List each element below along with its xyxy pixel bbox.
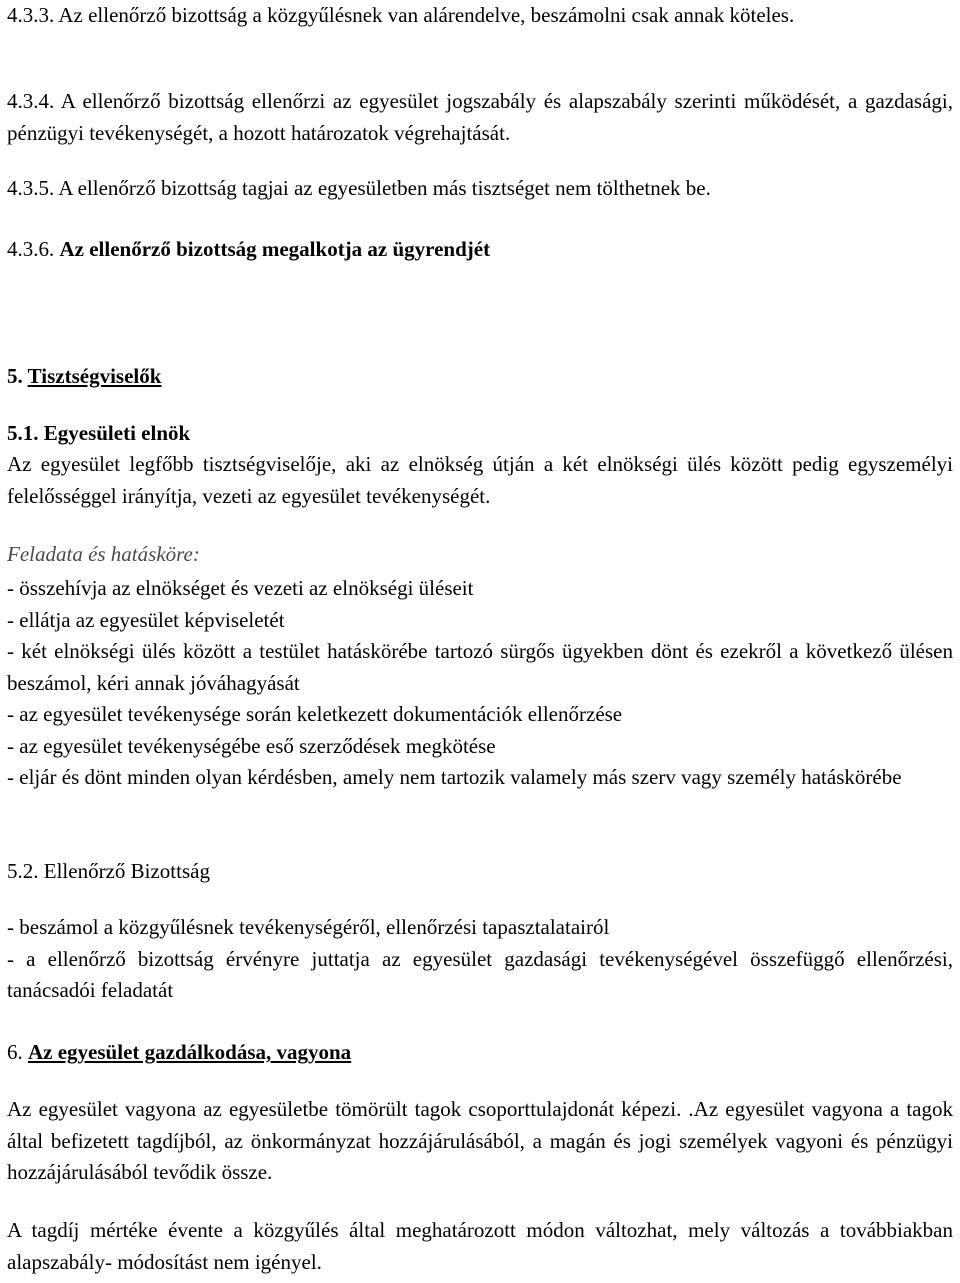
section-text: A ellenőrző bizottság tagjai az egyesületben más tisztséget nem tölthetnek be.: [58, 176, 711, 200]
subheading-title: Egyesületi elnök: [43, 421, 191, 445]
list-item: - az egyesület tevékenységébe eső szerződések megkötése: [7, 733, 496, 758]
duties-label: Feladata és hatásköre:: [7, 542, 200, 566]
duties-list: [7, 573, 953, 794]
section-text: A ellenőrző bizottság ellenőrzi az egyesület jogszabály és alapszabály szerinti működését, a gazdasági, pénzügyi tevékenységét, a hozott határozatok végrehajtását.: [7, 89, 954, 145]
president-description: Az egyesület legfőbb tisztségviselője, aki az elnökség útján a két elnökségi ülés között pedig egyszemélyi felelősséggel irányítja, vezeti az egyesület tevékenységét.: [7, 452, 953, 508]
subheading-5-2: 5.2. Ellenőrző Bizottság: [7, 859, 210, 883]
section-text: Az ellenőrző bizottság a közgyűlésnek van alárendelve, beszámolni csak annak köteles.: [58, 3, 795, 27]
subheading-number: 5.1.: [7, 421, 39, 445]
subheading-5-1: [7, 418, 190, 450]
section-number: 4.3.6.: [7, 237, 55, 261]
heading-number: 6.: [7, 1040, 23, 1064]
supervisory-list: [7, 912, 953, 1007]
list-item: - beszámol a közgyűlésnek tevékenységéről, ellenőrzési tapasztalatairól: [7, 915, 610, 939]
heading-6: [7, 1037, 351, 1069]
section-4-3-5: [7, 173, 953, 205]
heading-number: 5.: [7, 364, 23, 388]
heading-title: Az egyesület gazdálkodása, vagyona: [28, 1040, 352, 1064]
list-item: - a ellenőrző bizottság érvényre juttatja az egyesület gazdasági tevékenységével összefüggő ellenőrzési, tanácsadói feladatát: [7, 946, 953, 1002]
membership-fee-paragraph: A tagdíj mértéke évente a közgyűlés által meghatározott módon változhat, mely változás a továbbiakban alapszabály- módosítást nem igényel.: [7, 1218, 953, 1274]
list-item: - ellátja az egyesület képviseletét: [7, 607, 285, 632]
section-4-3-3: [7, 0, 953, 32]
section-text: Az ellenőrző bizottság megalkotja az ügyrendjét: [59, 237, 491, 261]
assets-paragraph: Az egyesület vagyona az egyesületbe tömörült tagok csoporttulajdonát képezi. .Az egyesület vagyona a tagok által befizetett tagdíjból, az önkormányzat hozzájárulásából, a magán és jogi személyek vagyoni és pénzügyi hozzájárulásából tevődik össze.: [7, 1097, 953, 1184]
list-item: - az egyesület tevékenysége során keletkezett dokumentációk ellenőrzése: [7, 702, 623, 726]
list-item: - összehívja az elnökséget és vezeti az elnökségi üléseit: [7, 576, 474, 600]
heading-5: [7, 361, 161, 393]
list-item: - két elnökségi ülés között a testület hatáskörébe tartozó sürgős ügyekben dönt és ezekről a következő ülésen beszámol, kéri annak jóváhagyását: [7, 639, 953, 695]
section-number: 4.3.5.: [7, 176, 55, 200]
section-number: 4.3.3.: [7, 3, 55, 27]
section-4-3-6: [7, 234, 953, 266]
section-number: 4.3.4.: [7, 89, 55, 113]
heading-title: Tisztségviselők: [27, 364, 162, 388]
list-item: - eljár és dönt minden olyan kérdésben, amely nem tartozik valamely más szerv vagy személy hatáskörébe: [7, 765, 902, 789]
section-4-3-4: [7, 86, 953, 149]
